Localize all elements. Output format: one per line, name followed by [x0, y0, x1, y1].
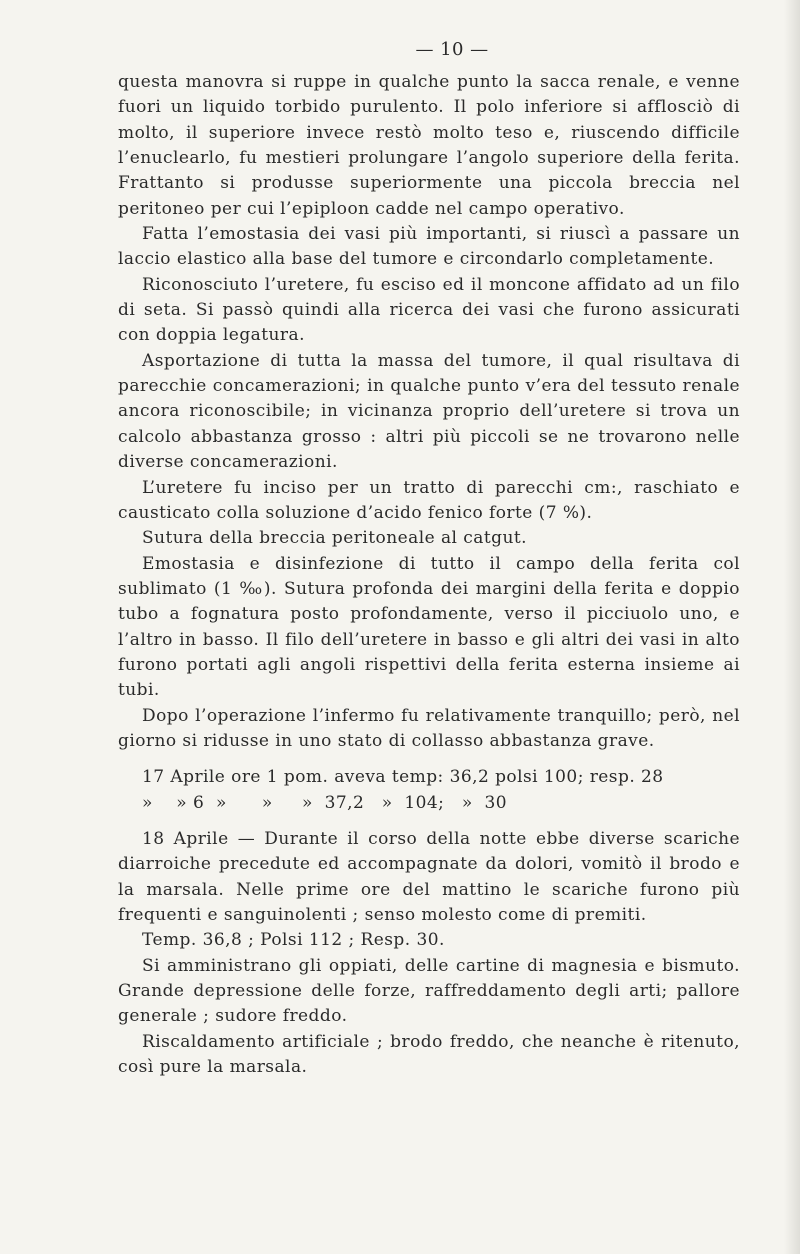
- temperature-row: » » 6 » » » 37,2 » 104; » 30: [142, 792, 507, 813]
- temperature-table: [118, 765, 740, 816]
- paragraph: Riscaldamento artificiale ; brodo freddo, che neanche è ritenuto, così pure la marsala.: [118, 1031, 740, 1078]
- page-content: [118, 36, 740, 1080]
- paragraph: questa manovra si ruppe in qualche punto la sacca renale, e venne fuori un liquido torbido purulento. Il polo inferiore si afflosciò di molto, il superiore invece restò molto teso e, riuscendo difficile l’enuclearlo, fu mestieri prolungare l’angolo superiore della ferita. Frattanto si produsse superiormente una piccola breccia nel peritoneo per cui l’epiploon cadde nel campo operativo.: [118, 72, 740, 219]
- page-number: — 10 —: [415, 39, 489, 60]
- paragraph: 18 Aprile — Durante il corso della notte ebbe diverse scariche diarroiche precedute ed accompagnate da dolori, vomitò il brodo e la marsala. Nelle prime ore del mattino le scariche furono più frequenti e sanguinolenti ; senso molesto come di premiti.: [118, 828, 740, 925]
- paragraph: Riconosciuto l’uretere, fu esciso ed il moncone affidato ad un filo di seta. Si passò quindi alla ricerca dei vasi che furono assicurati con doppia legatura.: [118, 274, 740, 346]
- paragraph: Asportazione di tutta la massa del tumore, il qual risultava di parecchie concamerazioni; in qualche punto v’era del tessuto renale ancora riconoscibile; in vicinanza proprio dell’uretere si trova un calcolo abbastanza grosso : altri più piccoli se ne trovarono nelle diverse concamerazioni.: [118, 350, 740, 473]
- paragraph: Emostasia e disinfezione di tutto il campo della ferita col sublimato (1 ‰). Sutura profonda dei margini della ferita e doppio tubo a fognatura posto profondamente, verso il picciuolo uno, e l’altro in basso. Il filo dell’uretere in basso e gli altri dei vasi in alto furono portati agli angoli rispettivi della ferita esterna insieme ai tubi.: [118, 553, 740, 701]
- spacer: [118, 754, 740, 765]
- paragraph: Sutura della breccia peritoneale al catgut.: [142, 528, 527, 549]
- paragraph: Si amministrano gli oppiati, delle cartine di magnesia e bismuto. Grande depressione delle forze, raffreddamento degli arti; pallore generale ; sudore freddo.: [118, 955, 740, 1027]
- temperature-row: 17 Aprile ore 1 pom. aveva temp: 36,2 polsi 100; resp. 28: [142, 767, 664, 788]
- spacer: [118, 816, 740, 827]
- paragraph: Fatta l’emostasia dei vasi più importanti, si riuscì a passare un laccio elastico alla base del tumore e circondarlo completamente.: [118, 224, 740, 270]
- paragraph: L’uretere fu inciso per un tratto di parecchi cm:, raschiato e causticato colla soluzione d’acido fenico forte (7 %).: [118, 477, 740, 523]
- paragraph: Dopo l’operazione l’infermo fu relativamente tranquillo; però, nel giorno si ridusse in uno stato di collasso abbastanza grave.: [118, 705, 740, 751]
- page-edge-shadow: [784, 0, 800, 1254]
- paragraph: Temp. 36,8 ; Polsi 112 ; Resp. 30.: [142, 930, 445, 951]
